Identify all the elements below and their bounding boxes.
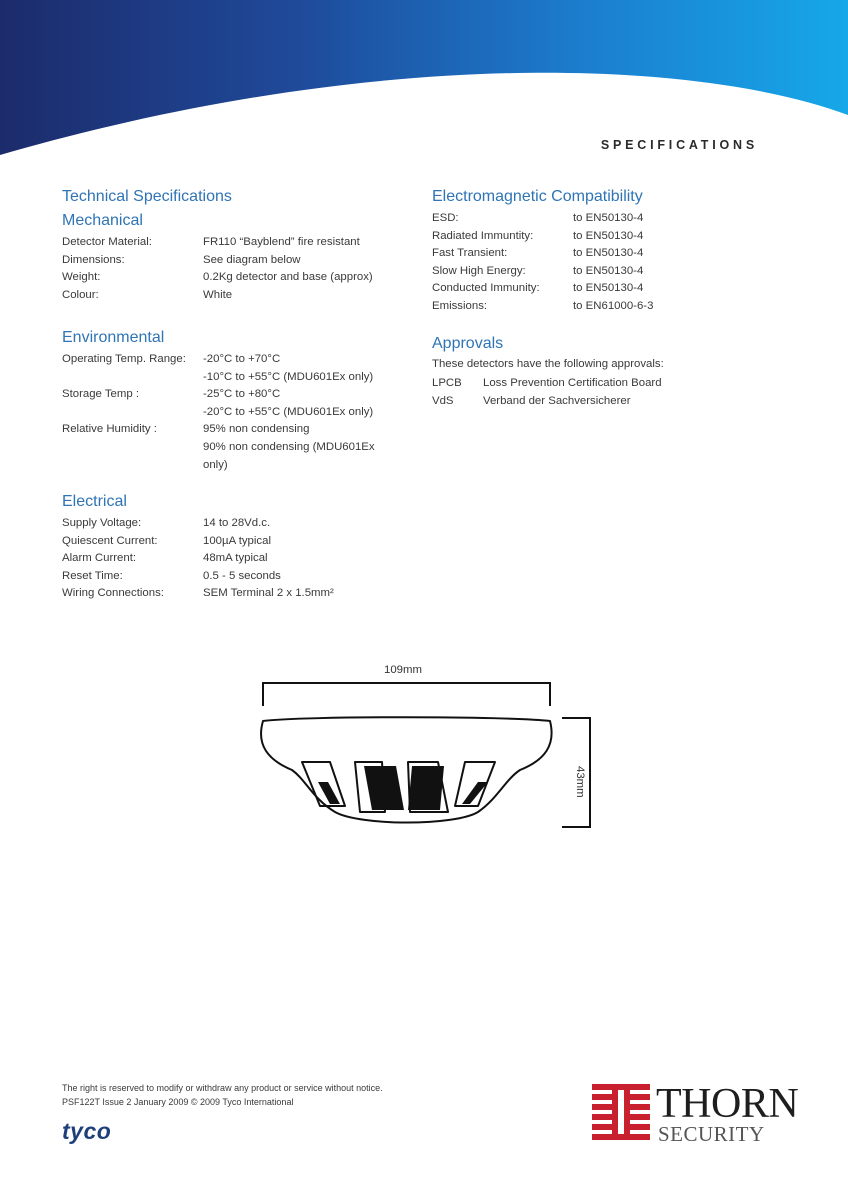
spec-label: Alarm Current: [62,552,137,565]
spec-value-line: 95% non condensing [203,423,310,436]
emc-heading: Electromagnetic Compatibility [432,188,643,205]
spec-value [483,375,662,393]
spec-value [203,533,271,551]
spec-label: Weight: [62,271,101,284]
spec-label: Storage Temp : [62,388,140,401]
spec-value-line: White [203,288,233,301]
spec-value-line: 48mA typical [203,552,268,565]
spec-value-line: -25°C to +80°C [203,388,281,401]
spec-value [573,280,643,298]
technical-specifications-heading: Technical Specifications [62,188,232,205]
spec-label: Quiescent Current: [62,534,158,547]
spec-value [483,393,631,411]
detector-outline [261,717,552,822]
spec-value-line: -10°C to +55°C (MDU601Ex only) [203,370,374,383]
spec-value-line: 0.5 - 5 seconds [203,569,281,582]
spec-value-line: 14 to 28Vd.c. [203,517,271,529]
spec-label: LPCB [432,377,462,389]
spec-value-line: 0.2Kg detector and base (approx) [203,271,373,284]
spec-value-line: -20°C to +70°C [203,353,281,365]
spec-label: Relative Humidity : [62,423,157,436]
spec-value-line: to EN50130-4 [573,229,644,242]
spec-value [573,263,643,281]
spec-value-line: only) [203,458,228,471]
approvals-intro: These detectors have the following approvals: [432,358,664,370]
spec-label: Operating Temp. Range: [62,353,186,365]
spec-label: Detector Material: [62,236,152,248]
spec-value-line: to EN50130-4 [573,212,644,224]
spec-value-line: to EN50130-4 [573,282,644,295]
mechanical-heading: Mechanical [62,212,143,229]
spec-label: Dimensions: [62,253,125,266]
spec-value [203,421,375,474]
spec-label: Radiated Immuntity: [432,229,534,242]
spec-value [573,298,653,316]
thorn-emblem-icon [592,1084,650,1140]
spec-value [203,568,281,586]
spec-value-line: to EN50130-4 [573,247,644,260]
spec-value-line: to EN50130-4 [573,264,644,277]
spec-value [203,386,373,421]
spec-value [573,210,643,228]
spec-value-line: SEM Terminal 2 x 1.5mm² [203,587,334,600]
spec-value-line: 90% non condensing (MDU601Ex [203,440,375,453]
electrical-heading: Electrical [62,493,127,510]
spec-label: Colour: [62,288,99,301]
spec-label: Reset Time: [62,569,123,582]
detector-vent-fills [318,766,488,810]
spec-label: Wiring Connections: [62,587,164,600]
spec-label: Emissions: [432,300,488,312]
spec-label: Fast Transient: [432,247,508,260]
spec-value [203,269,373,287]
spec-value-line: to EN61000-6-3 [573,300,654,312]
footer-issue: PSF122T Issue 2 January 2009 © 2009 Tyco International [62,1097,294,1107]
thorn-brand-name: THORN [656,1081,799,1127]
spec-value-line: See diagram below [203,253,301,266]
approvals-heading: Approvals [432,335,504,352]
spec-value [573,228,643,246]
spec-value-line: -20°C to +55°C (MDU601Ex only) [203,405,374,418]
spec-label: Slow High Energy: [432,264,526,277]
height-dimension-label: 43mm [574,766,586,798]
spec-value-line: 100µA typical [203,534,271,547]
tyco-logo: tyco [62,1118,112,1144]
spec-value [203,351,373,386]
security-brand-name: SECURITY [658,1122,765,1146]
spec-label: Supply Voltage: [62,517,142,529]
spec-label: VdS [432,394,454,407]
spec-value [203,515,270,533]
spec-value [203,585,334,603]
spec-value-line: FR110 “Bayblend” fire resistant [203,236,360,248]
spec-value-line: Loss Prevention Certification Board [483,377,662,389]
spec-label: ESD: [432,212,459,224]
width-dimension-label: 109mm [384,664,422,676]
spec-value [203,234,360,252]
width-dimension-bracket [263,683,550,706]
spec-value [203,252,301,270]
footer-notice: The right is reserved to modify or withdraw any product or service without notice. [62,1083,383,1093]
spec-label: Conducted Immunity: [432,282,540,295]
spec-value [573,245,643,263]
environmental-heading: Environmental [62,329,165,346]
page-label: SPECIFICATIONS [600,138,758,152]
spec-value [203,550,268,568]
spec-value-line: Verband der Sachversicherer [483,394,631,407]
spec-value [203,287,232,305]
